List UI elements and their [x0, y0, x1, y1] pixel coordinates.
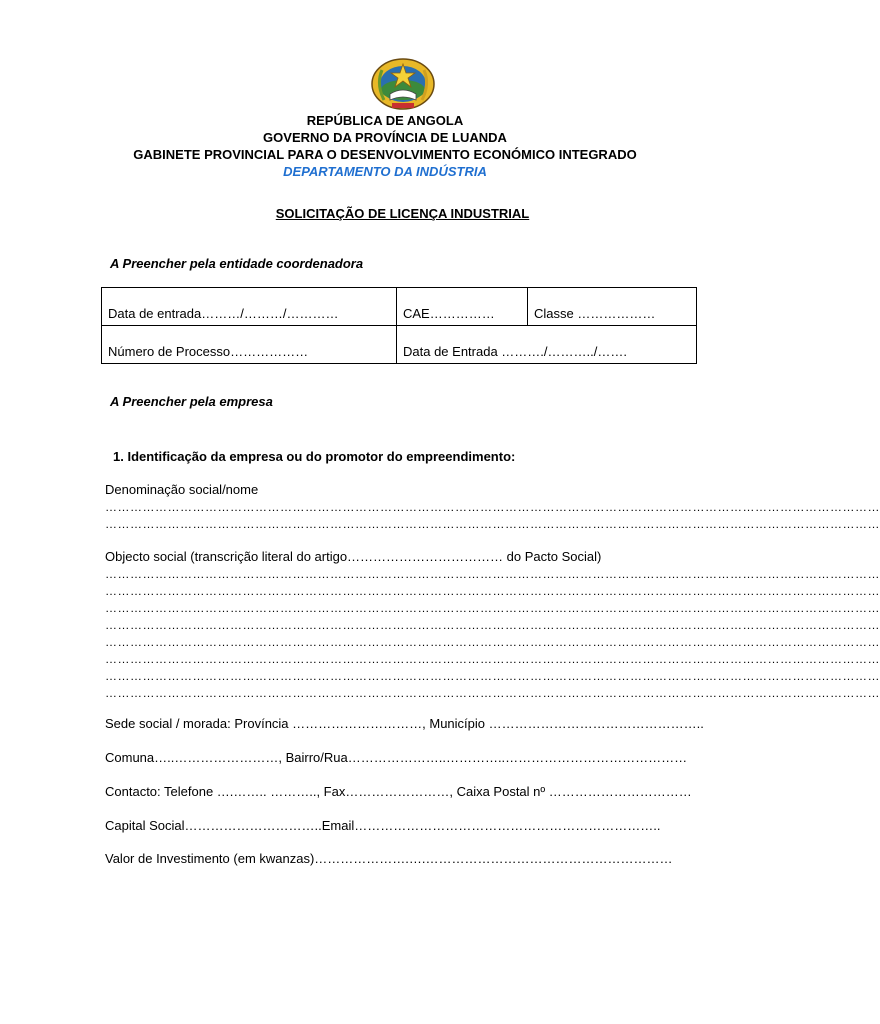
company-section-heading: A Preencher pela empresa: [110, 394, 273, 409]
corporate-object-line[interactable]: ……………………………………………………………………………………………………………………………………………………………………: [105, 618, 880, 632]
table-row: [102, 326, 697, 364]
header-department: DEPARTAMENTO DA INDÚSTRIA: [283, 164, 487, 179]
corporate-object-line[interactable]: ……………………………………………………………………………………………………………………………………………………………………: [105, 669, 880, 683]
capital-line[interactable]: Capital Social…………………………..Email……………………………………………………………..: [105, 818, 661, 833]
corporate-object-line[interactable]: ……………………………………………………………………………………………………………………………………………………………………: [105, 652, 880, 666]
header-government: GOVERNO DA PROVÍNCIA DE LUANDA: [263, 130, 507, 145]
headquarters-line[interactable]: Sede social / morada: Província …………………………, Município …………………………………………..: [105, 716, 704, 731]
contact-line[interactable]: Contacto: Telefone ….…….. ……….., Fax……………………, Caixa Postal nº ……………………………: [105, 784, 692, 799]
identification-heading: 1. Identificação da empresa ou do promotor do empreendimento:: [113, 449, 516, 464]
angola-emblem-icon: [368, 56, 438, 112]
company-name-label: Denominação social/nome: [105, 482, 259, 497]
company-name-line[interactable]: ……………………………………………………………………………………………………………………………………………………………………: [105, 500, 880, 514]
coordinator-section-heading: A Preencher pela entidade coordenadora: [110, 256, 364, 271]
document-title: SOLICITAÇÃO DE LICENÇA INDUSTRIAL: [275, 206, 530, 221]
corporate-object-line[interactable]: ……………………………………………………………………………………………………………………………………………………………………: [105, 686, 880, 700]
header-cabinet: GABINETE PROVINCIAL PARA O DESENVOLVIMENTO ECONÓMICO INTEGRADO: [133, 147, 637, 162]
header-republic: REPÚBLICA DE ANGOLA: [306, 113, 464, 128]
entry-date-field[interactable]: Data de entrada………/………/…………: [102, 288, 397, 326]
coordinator-table: [101, 287, 697, 364]
corporate-object-line[interactable]: ……………………………………………………………………………………………………………………………………………………………………: [105, 584, 880, 598]
company-name-line[interactable]: ……………………………………………………………………………………………………………………………………………………………………: [105, 517, 880, 531]
table-row: [102, 288, 697, 326]
corporate-object-line[interactable]: ……………………………………………………………………………………………………………………………………………………………………: [105, 635, 880, 649]
cae-field[interactable]: CAE……………: [397, 288, 528, 326]
corporate-object-label: Objecto social (transcrição literal do artigo……………………………… do Pacto Social): [105, 549, 602, 564]
commune-line[interactable]: Comuna…..……………………, Bairro/Rua…………………..…………..……………………………………: [105, 750, 688, 765]
investment-value-line[interactable]: Valor de Investimento (em kwanzas)………………….….…………………………………………………: [105, 851, 673, 866]
entry-date-2-field[interactable]: Data de Entrada ………./………../…….: [397, 326, 697, 364]
process-number-field[interactable]: Número de Processo………………: [102, 326, 397, 364]
corporate-object-line[interactable]: ……………………………………………………………………………………………………………………………………………………………………: [105, 567, 880, 581]
class-field[interactable]: Classe ………………: [528, 288, 697, 326]
corporate-object-line[interactable]: ……………………………………………………………………………………………………………………………………………………………………: [105, 601, 880, 615]
